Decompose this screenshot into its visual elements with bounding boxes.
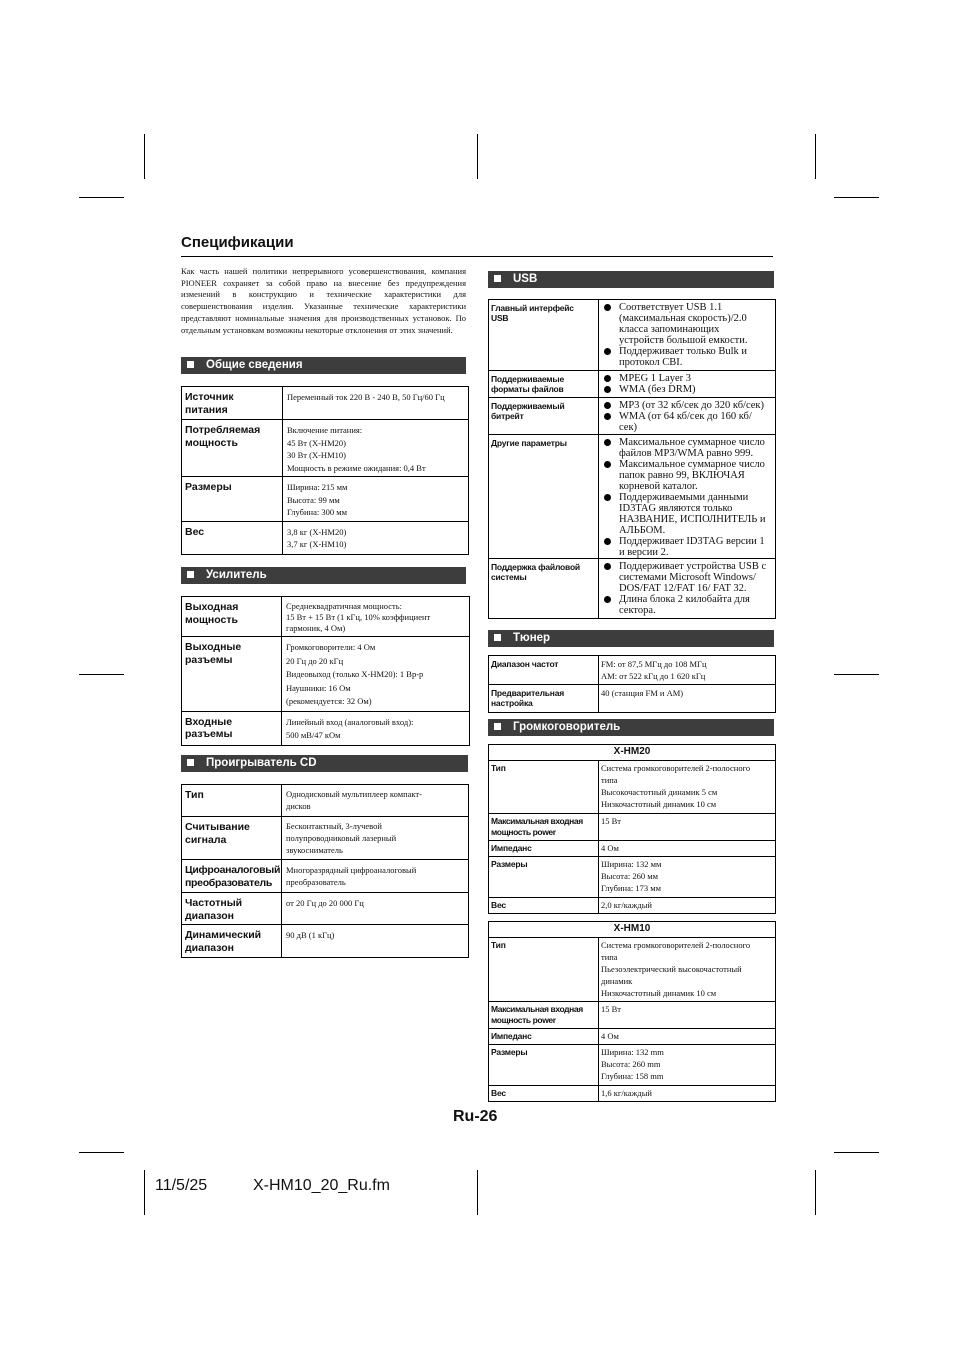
crop-mark [815, 1170, 816, 1215]
bullet-item [601, 594, 773, 616]
text-line: 500 мВ/47 кОм [286, 730, 341, 740]
spec-value [282, 711, 470, 745]
text-line: 3,8 кг (X-HM20) [287, 526, 347, 537]
text-line: корневой каталог. [619, 481, 698, 492]
text-line: Максимальное суммарное число [619, 437, 765, 448]
spec-value [283, 477, 469, 522]
text-line: 4 Ом [601, 1031, 619, 1041]
section-header-speaker [488, 719, 774, 736]
text-line: Высота: 260 mm [601, 1059, 661, 1069]
text-line: Поддерживает только Bulk и [619, 346, 748, 357]
text-line: Поддерживает ID3TAG версии 1 [619, 536, 765, 547]
text-line: Вес [491, 900, 506, 910]
title-rule [181, 256, 773, 257]
spec-key [182, 925, 282, 958]
text-line: 30 Вт (X-HM10) [287, 450, 346, 460]
spec-value [599, 1045, 776, 1086]
text-line: типа [601, 952, 618, 962]
text-line: Максимальная входная [491, 816, 583, 826]
text-line: разъемы [185, 653, 233, 666]
bullet-list [601, 373, 773, 395]
model-header: X-HM20 [489, 745, 776, 761]
text-line: гармоник, 4 Ом) [286, 623, 346, 633]
amplifier-spec-table [181, 596, 470, 746]
square-bullet-icon [187, 571, 194, 578]
spec-key [489, 841, 599, 857]
text-line: Входные [185, 715, 233, 728]
text-line: настройка [491, 698, 533, 708]
text-line: Импеданс [491, 1031, 532, 1041]
text-line: MPEG 1 Layer 3 [619, 373, 692, 384]
text-line: 90 дВ (1 кГц) [286, 930, 335, 940]
bullet-item [601, 346, 773, 368]
spec-key [489, 938, 599, 1002]
text-line: Размеры [491, 859, 528, 869]
section-header-general [181, 357, 466, 374]
crop-mark [477, 1170, 478, 1215]
spec-key [489, 1086, 599, 1102]
text-line: Предварительная [491, 688, 565, 698]
footer-date: 11/5/25 [155, 1177, 208, 1194]
spec-key [489, 898, 599, 914]
text-line: устройств большой емкости. [619, 335, 748, 346]
spec-key [489, 1029, 599, 1045]
spec-value [599, 1086, 776, 1102]
page-title: Спецификации [181, 234, 294, 251]
speaker-x-hm20-table [488, 744, 776, 914]
text-line: мощность power [491, 826, 556, 837]
text-line: Выходная [185, 601, 239, 613]
spec-key [182, 637, 282, 712]
spec-key [489, 1002, 599, 1029]
text-line: Цифроаналоговый [185, 864, 281, 876]
text-line: DOS/FAT 12/FAT 16/ FAT 32. [619, 583, 747, 594]
text-line: Глубина: 158 mm [601, 1071, 664, 1081]
text-line: Включение питания: [287, 425, 363, 435]
spec-value [282, 925, 469, 958]
text-line: Однодисковый мультиплеер компакт- [286, 789, 422, 799]
square-bullet-icon [494, 634, 501, 641]
text-line: Частотный [185, 897, 243, 909]
text-line: Вес [491, 1088, 506, 1098]
section-title: Усилитель [206, 569, 267, 581]
text-line: типа [601, 775, 618, 785]
text-line: Диапазон частот [491, 659, 559, 669]
spec-key [182, 597, 282, 637]
crop-mark [79, 197, 124, 198]
text-line: Переменный ток 220 В - 240 В, 50 Гц/60 Гц [287, 392, 445, 402]
spec-key [489, 1045, 599, 1086]
text-line: Пьезоэлектрический высокочастотный [601, 964, 742, 974]
square-bullet-icon [494, 723, 501, 730]
spec-key [489, 398, 599, 435]
square-bullet-icon [187, 759, 194, 766]
crop-mark [79, 1152, 124, 1153]
text-line: мощность [185, 436, 238, 449]
spec-value [599, 398, 776, 435]
spec-key [182, 420, 283, 477]
text-line: Низкочастотный динамик 10 см [601, 988, 717, 998]
text-line: Тип [185, 789, 204, 801]
text-line: Соответствует USB 1.1 [619, 302, 723, 313]
text-line: Бесконтактный, 3-лучевой [286, 821, 382, 831]
spec-key [182, 387, 283, 420]
spec-value [599, 300, 776, 371]
text-line: Размеры [491, 1047, 528, 1057]
spec-value [599, 1002, 776, 1029]
spec-value [599, 435, 776, 559]
text-line: Поддержка файловой [491, 562, 580, 572]
text-line: Ширина: 132 мм [601, 859, 662, 869]
crop-mark [79, 674, 124, 675]
spec-key [489, 857, 599, 898]
text-line: класса запоминающих [619, 324, 720, 335]
text-line: Максимальное суммарное число [619, 459, 765, 470]
section-header-tuner [488, 630, 774, 647]
spec-key [489, 761, 599, 814]
spec-value [599, 1029, 776, 1045]
text-line: НАЗВАНИЕ, ИСПОЛНИТЕЛЬ и [619, 514, 766, 525]
bullet-list [601, 561, 773, 616]
bullet-item [601, 411, 773, 433]
bullet-item [601, 373, 773, 384]
spec-value [282, 860, 469, 893]
spec-value [599, 685, 776, 713]
text-line: диапазон [185, 909, 234, 922]
spec-value [282, 597, 470, 637]
spec-key [182, 521, 283, 554]
text-line: разъемы [185, 728, 233, 740]
section-title: Тюнер [513, 632, 551, 644]
text-line: Наушники: 16 Ом [286, 682, 351, 693]
text-line: протокол CBI. [619, 357, 683, 368]
bullet-item [601, 400, 773, 411]
text-line: мощность [185, 613, 238, 626]
text-line: USB [491, 313, 509, 323]
spec-key [182, 860, 282, 893]
text-line: мощность power [491, 1014, 556, 1025]
bullet-list [601, 302, 773, 368]
spec-key [182, 785, 282, 817]
crop-mark [144, 1170, 145, 1215]
text-line: Высокочастотный динамик 5 см [601, 787, 718, 797]
text-line: (рекомендуется: 32 Ом) [286, 696, 372, 706]
text-line: Считывание [185, 821, 250, 833]
text-line: полупроводниковый лазерный [286, 833, 397, 843]
text-line: Длина блока 2 килобайта для [619, 594, 750, 605]
spec-value [599, 656, 776, 685]
text-line: 4 Ом [601, 843, 619, 853]
text-line: звукосниматель [286, 845, 343, 855]
spec-value [599, 938, 776, 1002]
text-line: Система громкоговорителей 2-полосного [601, 940, 751, 950]
spec-key [182, 817, 282, 860]
text-line: Линейный вход (аналоговый вход): [286, 716, 414, 727]
bullet-item [601, 459, 773, 492]
spec-key [489, 371, 599, 398]
text-line: Динамический [185, 929, 262, 941]
spec-value [283, 420, 469, 477]
text-line: Поддерживает устройства USB с [619, 561, 767, 572]
text-line: папок равно 99, ВКЛЮЧАЯ [619, 470, 745, 481]
bullet-list [601, 437, 773, 558]
text-line: 15 Вт + 15 Вт (1 кГц, 10% коэффициент [286, 612, 431, 622]
section-header-amplifier [181, 567, 466, 584]
text-line: от 20 Гц до 20 000 Гц [286, 898, 364, 908]
text-line: Ширина: 132 mm [601, 1047, 664, 1057]
bullet-item [601, 536, 773, 558]
text-line: Выходные [185, 641, 242, 653]
text-line: дисков [286, 801, 311, 811]
section-header-cd [181, 755, 468, 772]
text-line: WMA (от 64 кб/сек до 160 кб/ [619, 411, 752, 422]
text-line: сектора. [619, 605, 656, 616]
text-line: системы [491, 572, 527, 582]
crop-mark [144, 134, 145, 179]
text-line: Поддерживаемый [491, 401, 565, 411]
text-line: Поддерживаемыми данными [619, 492, 749, 503]
usb-spec-table [488, 299, 776, 619]
crop-mark [477, 134, 478, 179]
text-line: Размеры [185, 481, 232, 493]
text-line: Громкоговорители: 4 Ом [286, 642, 376, 652]
text-line: и версии 2. [619, 547, 669, 558]
spec-key [182, 893, 282, 925]
text-line: системами Microsoft Windows/ [619, 572, 756, 583]
spec-value [283, 387, 469, 420]
crop-mark [834, 1152, 879, 1153]
crop-mark [834, 674, 879, 675]
model-header: X-HM10 [489, 922, 776, 938]
spec-key [489, 435, 599, 559]
cd-spec-table [181, 784, 469, 958]
text-line: Тип [491, 940, 506, 950]
text-line: питания [185, 403, 228, 416]
text-line: Система громкоговорителей 2-полосного [601, 763, 751, 773]
text-line: Главный интерфейс [491, 303, 574, 313]
spec-value [282, 817, 469, 860]
text-line: 15 Вт [601, 1004, 622, 1014]
text-line: Тип [491, 763, 506, 773]
spec-key [489, 300, 599, 371]
bullet-item [601, 384, 773, 395]
text-line: Другие параметры [491, 438, 567, 448]
text-line: MP3 (от 32 кб/сек до 320 кб/сек) [619, 400, 765, 411]
section-title: Общие сведения [206, 359, 303, 371]
speaker-x-hm10-table [488, 921, 776, 1102]
bullet-item [601, 492, 773, 536]
page-number: Ru-26 [453, 1108, 498, 1125]
text-line: Поддерживаемые [491, 374, 564, 384]
text-line: 1,6 кг/каждый [601, 1088, 652, 1098]
text-line: Низкочастотный динамик 10 см [601, 799, 717, 809]
text-line: 20 Гц до 20 кГц [286, 655, 344, 666]
bullet-list [601, 400, 773, 433]
text-line: AM: от 522 кГц до 1 620 кГц [601, 671, 706, 681]
spec-key [489, 656, 599, 685]
text-line: Многоразрядный цифроаналоговый [286, 865, 417, 875]
bullet-item [601, 561, 773, 594]
section-title: Громкоговоритель [513, 721, 621, 733]
general-spec-table [181, 386, 469, 555]
text-line: 15 Вт [601, 816, 622, 826]
text-line: 45 Вт (X-HM20) [287, 437, 346, 448]
text-line: форматы файлов [491, 384, 564, 394]
spec-value [282, 785, 469, 817]
section-title: USB [513, 273, 538, 285]
section-title: Проигрыватель CD [206, 757, 317, 769]
spec-value [599, 841, 776, 857]
text-line: (максимальная скорость)/2.0 [619, 313, 747, 324]
footer-filename: X-HM10_20_Ru.fm [253, 1177, 390, 1194]
square-bullet-icon [494, 275, 501, 282]
text-line: динамик [601, 976, 633, 986]
spec-value [599, 559, 776, 619]
spec-value [282, 893, 469, 925]
text-line: Импеданс [491, 843, 532, 853]
text-line: сигнала [185, 833, 227, 846]
spec-value [599, 857, 776, 898]
spec-key [182, 711, 282, 745]
tuner-spec-table [488, 655, 776, 713]
intro-paragraph: Как часть нашей политики непрерывного усовершенствования, компания PIONEER сохраняет за собой право на внесение без предупреждения изменений в конструкцию и технические характеристики для совершенствования изделия. Указанные технические характеристики представляют номинальные значения для производственных установок. По отдельным установкам возможны некоторые отклонения от этих значений. [181, 266, 466, 335]
text-line: АЛЬБОМ. [619, 525, 666, 536]
spec-value [283, 521, 469, 554]
text-line: Высота: 260 мм [601, 871, 659, 881]
bullet-item [601, 302, 773, 346]
spec-key [489, 814, 599, 841]
crop-mark [815, 134, 816, 179]
text-line: Глубина: 173 мм [601, 883, 661, 893]
crop-mark [834, 197, 879, 198]
text-line: ID3TAG являются только [619, 503, 733, 514]
spec-key [489, 559, 599, 619]
section-header-usb [488, 271, 774, 288]
text-line: Вес [185, 525, 205, 538]
spec-value [599, 371, 776, 398]
text-line: Глубина: 300 мм [287, 507, 347, 517]
text-line: Максимальная входная [491, 1004, 583, 1014]
text-line: Источник [185, 391, 234, 403]
text-line: Потребляемая [185, 424, 261, 436]
spec-value [599, 898, 776, 914]
text-line: преобразователь [185, 876, 273, 889]
text-line: Мощность в режиме ожидания: 0,4 Вт [287, 462, 426, 473]
text-line: Среднеквадратичная мощность: [286, 601, 402, 611]
text-line: FM: от 87,5 МГц до 108 МГц [601, 659, 707, 669]
text-line: диапазон [185, 941, 234, 954]
spec-key [182, 477, 283, 522]
text-line: Ширина: 215 мм [287, 482, 348, 492]
spec-key [489, 685, 599, 713]
text-line: Высота: 99 мм [287, 494, 340, 505]
text-line: 2,0 кг/каждый [601, 900, 652, 910]
spec-value [599, 761, 776, 814]
square-bullet-icon [187, 361, 194, 368]
spec-value [282, 637, 470, 712]
text-line: WMA (без DRM) [619, 384, 696, 395]
text-line: сек) [619, 422, 638, 433]
bullet-item [601, 437, 773, 459]
text-line: битрейт [491, 411, 524, 421]
text-line: преобразователь [286, 877, 346, 887]
spec-value [599, 814, 776, 841]
text-line: файлов MP3/WMA равно 999. [619, 448, 754, 459]
text-line: Видеовыход (только X-HM20): 1 Вр-р [286, 669, 424, 679]
text-line: 40 (станция FM и AM) [601, 688, 684, 698]
text-line: 3,7 кг (X-HM10) [287, 539, 347, 549]
